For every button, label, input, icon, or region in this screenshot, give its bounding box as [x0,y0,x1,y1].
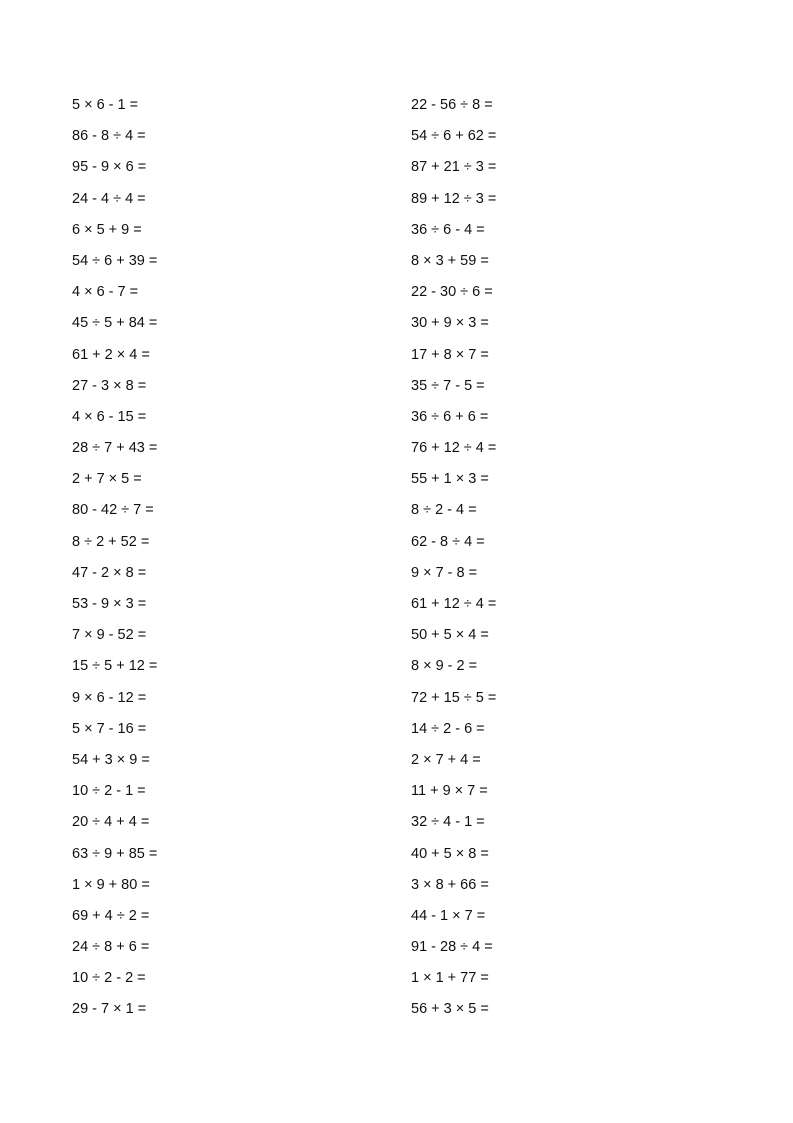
math-problem: 56 + 3 × 5 = [411,1001,489,1018]
math-problem: 95 - 9 × 6 = [72,159,147,176]
math-problem: 4 × 6 - 7 = [72,284,139,301]
math-problem: 50 + 5 × 4 = [411,627,489,644]
math-problem: 62 - 8 ÷ 4 = [411,533,485,550]
math-problem: 22 - 56 ÷ 8 = [411,97,493,113]
math-problem: 8 × 9 - 2 = [411,658,478,675]
math-problem: 17 + 8 × 7 = [411,346,489,363]
math-problem: 28 ÷ 7 + 43 = [72,440,158,457]
math-problem: 53 - 9 × 3 = [72,596,147,612]
math-problem: 30 + 9 × 3 = [411,315,489,332]
math-problem: 61 + 2 × 4 = [72,346,150,363]
math-problem: 4 × 6 - 15 = [72,408,147,425]
math-problem: 7 × 9 - 52 = [72,627,147,644]
math-problem: 89 + 12 ÷ 3 = [411,190,497,207]
math-problem: 54 ÷ 6 + 39 = [72,252,158,269]
math-problem: 9 × 6 - 12 = [72,689,147,706]
math-problem: 24 - 4 ÷ 4 = [72,190,146,207]
math-problem: 61 + 12 ÷ 4 = [411,596,497,612]
math-problem: 87 + 21 ÷ 3 = [411,159,497,176]
math-problem: 91 - 28 ÷ 4 = [411,939,493,956]
math-problem: 27 - 3 × 8 = [72,377,147,394]
math-problem: 40 + 5 × 8 = [411,845,489,862]
math-problem: 36 ÷ 6 - 4 = [411,221,485,238]
math-problem: 10 ÷ 2 - 2 = [72,970,146,987]
math-problem: 1 × 9 + 80 = [72,876,150,893]
math-problem: 36 ÷ 6 + 6 = [411,408,489,425]
math-problem: 86 - 8 ÷ 4 = [72,128,146,145]
math-problem: 63 ÷ 9 + 85 = [72,845,158,862]
math-problem: 32 ÷ 4 - 1 = [411,814,485,831]
math-problem: 47 - 2 × 8 = [72,564,147,581]
math-problem: 15 ÷ 5 + 12 = [72,658,158,675]
math-problem: 20 ÷ 4 + 4 = [72,814,150,831]
math-problem: 6 × 5 + 9 = [72,221,142,238]
math-problem: 80 - 42 ÷ 7 = [72,502,154,519]
math-problem: 14 ÷ 2 - 6 = [411,720,485,737]
math-problem: 45 ÷ 5 + 84 = [72,315,158,332]
math-problem: 54 ÷ 6 + 62 = [411,128,497,145]
math-problem: 55 + 1 × 3 = [411,471,489,488]
math-problem: 29 - 7 × 1 = [72,1001,147,1018]
math-problem: 54 + 3 × 9 = [72,751,150,768]
math-problem: 11 + 9 × 7 = [411,783,488,800]
left-problem-column [72,92,332,1028]
math-problem: 2 + 7 × 5 = [72,471,142,488]
math-problem: 72 + 15 ÷ 5 = [411,689,497,706]
math-problem: 3 × 8 + 66 = [411,876,489,893]
math-problem: 69 + 4 ÷ 2 = [72,907,150,924]
math-problem: 8 × 3 + 59 = [411,252,489,269]
math-problem: 22 - 30 ÷ 6 = [411,284,493,301]
math-problem: 8 ÷ 2 - 4 = [411,502,477,519]
math-problem: 76 + 12 ÷ 4 = [411,440,497,457]
math-problem: 2 × 7 + 4 = [411,751,481,768]
math-problem: 9 × 7 - 8 = [411,564,478,581]
math-problem: 24 ÷ 8 + 6 = [72,939,150,956]
math-problem: 35 ÷ 7 - 5 = [411,377,485,394]
math-problem: 1 × 1 + 77 = [411,970,489,987]
math-problem: 5 × 6 - 1 = [72,97,139,113]
math-problem: 8 ÷ 2 + 52 = [72,533,150,550]
math-problem: 10 ÷ 2 - 1 = [72,783,146,800]
right-problem-column [411,92,671,1028]
math-problem: 44 - 1 × 7 = [411,907,486,924]
math-problem: 5 × 7 - 16 = [72,720,147,737]
